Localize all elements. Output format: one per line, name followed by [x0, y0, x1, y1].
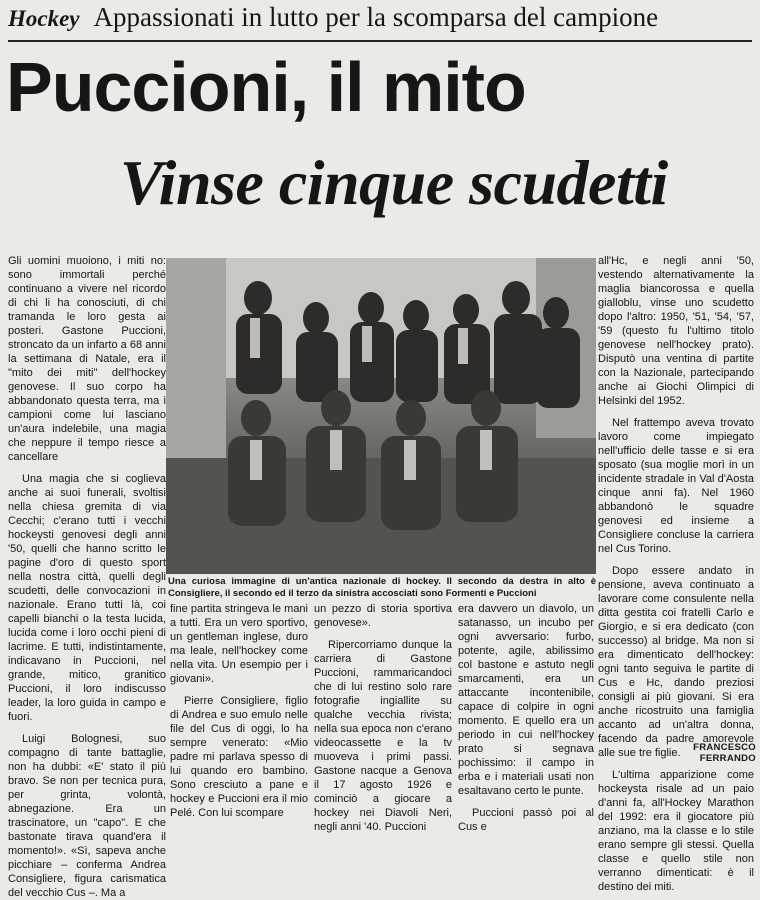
section-label: Hockey: [8, 6, 80, 31]
kicker-row: [8, 2, 752, 42]
team-photo-illustration: [166, 258, 596, 574]
article-column-3: [314, 602, 452, 833]
paragraph: Pierre Consigliere, figlio di Andrea e suo emulo nelle file del Cus di oggi, lo ha sempre venerato: «Mio padre mi parlava spesso di lui quando ero bambino. Sono cresciuto a pane e hockey e Puccioni era il mio Pelé. Con lui scompare: [170, 695, 308, 819]
paragraph: Nel frattempo aveva trovato lavoro come impiegato nell'ufficio delle tasse e si era sposato (sua moglie morì in un incidente stradale in Val d'Aosta cinque anni fa). Nel 1960 abbandonò le squadre genovesi ed insieme a Consigliere concluse la carriera nel Cus Torino.: [598, 417, 754, 555]
paragraph: L'ultima apparizione come hockeysta risale ad un paio d'anni fa, all'Hockey Marathon del 1992: era il giocatore più anziano, ma la classe e lo stile erano sempre gli stessi. Quella classe e quello stile non verranno dimenticati: è il destino dei miti.: [598, 769, 754, 893]
paragraph: Una magia che si coglieva anche ai suoi funerali, svoltisi nella chiesa gremita di via Cecchi; c'erano tutti i vecchi hockeysti genovesi degli anni '50, quelli che hanno scritto le pagine d'oro di questo sport nella nostra città, quelli degli scudetti, delle convocazioni in nazionale. Erano tutti là, coi capelli bianchi o la testa lucida, lucida come i loro occhi pieni di lacrime. E tutti, indistintamente, indicavano in Puccioni, nel grande, mitico, granitico Puccioni, il loro indiscusso leader, la loro guida in campo e fuori.: [8, 473, 166, 723]
photo-caption: Una curiosa immagine di un'antica nazionale di hockey. Il secondo da destra in alto è Consigliere, il secondo ed il terzo da sinistra accosciati sono Formenti e Puccioni: [168, 576, 596, 599]
paragraph: Gli uomini muoiono, i miti no: sono immortali perché continuano a vivere nel ricordo di chi li ha conosciuti, di chi tramanda le loro gesta ai posteri. Gastone Puccioni, stroncato da un infarto a 68 anni la settimana di Natale, era il "mito dei miti" dell'hockey genovese. Il suo corpo ha abbandonato questa terra, ma i campioni come lui lasciano un'aura indelebile, una magia che neppure il tempo riesce a cancellare: [8, 255, 166, 463]
paragraph: all'Hc, e negli anni '50, vestendo alternativamente la maglia biancorossa e quella gialloblu, vinse uno scudetto dopo l'altro: 1950, '51, '54, '57, '59 (questo fu l'ultimo titolo genovese nell'hockey prato). Disputò una ventina di partite con la Nazionale, partecipando anche ai Giochi Olimpici di Helsinki del 1952.: [598, 255, 754, 407]
paragraph: Luigi Bolognesi, suo compagno di tante battaglie, non ha dubbi: «E' stato il più bravo. Se non per tecnica pura, per grinta, volontà, abnegazione. Era un trascinatore, un "capo". E che bastonate tirava quand'era il momento!». «Sì, sapeva anche picchiare – conferma Andrea Consigliere, figura carismatica del vecchio Cus –. Ma a: [8, 733, 166, 899]
headline: Puccioni, il mito: [6, 48, 526, 126]
team-photo: [166, 258, 596, 574]
article-column-2: [170, 602, 308, 819]
article-column-1: [8, 254, 166, 899]
paragraph: fine partita stringeva le mani a tutti. Era un vero sportivo, un gentleman inglese, duro ma leale, nell'hockey come nella vita. Un esempio per i giovani».: [170, 603, 308, 685]
paragraph: Puccioni passò poi al Cus e: [458, 807, 594, 833]
paragraph: era davvero un diavolo, un satanasso, un incubo per ogni avversario: furbo, potente, agile, abilissimo col bastone e astuto negli smarcamenti, era un attaccante incontenibile, capace di colpire in ogni momento. E quello era un periodo in cui nell'hockey prato si segnava pochissimo: il campo in erba e i materiali usati non esaltavano certo le punte.: [458, 603, 594, 797]
kicker: Appassionati in lutto per la scomparsa del campione: [93, 2, 659, 32]
article-column-5: [598, 254, 754, 893]
article-column-4: [458, 602, 594, 833]
paragraph: Ripercorriamo dunque la carriera di Gastone Puccioni, rammaricandoci che di lui restino solo rare fotografie ingiallite su qualche vecchia rivista; nella sua epoca non c'erano videocassette e la tv muoveva i primi passi. Gastone nacque a Genova il 17 agosto 1926 e cominciò a giocare a hockey nei Diavoli Neri, negli anni '40. Puccioni: [314, 639, 452, 833]
paragraph: Dopo essere andato in pensione, aveva continuato a lavorare come consulente nella ditta gestita coi fratelli Carlo e Giorgio, e si era dedicato (con successo) al bridge. Ma non si era dimenticato dell'hockey: ogni tanto seguiva le partite di Cus e Hc, dando preziosi consigli ai più giovani. Si era anche ricostruito una famiglia accanto ad un'altra donna, facendo da padre amorevole alle sue tre figlie.: [598, 565, 754, 759]
paragraph: un pezzo di storia sportiva genovese».: [314, 603, 452, 629]
subhead: Vinse cinque scudetti: [120, 147, 668, 218]
byline: FRANCESCO FERRANDO: [693, 742, 756, 764]
